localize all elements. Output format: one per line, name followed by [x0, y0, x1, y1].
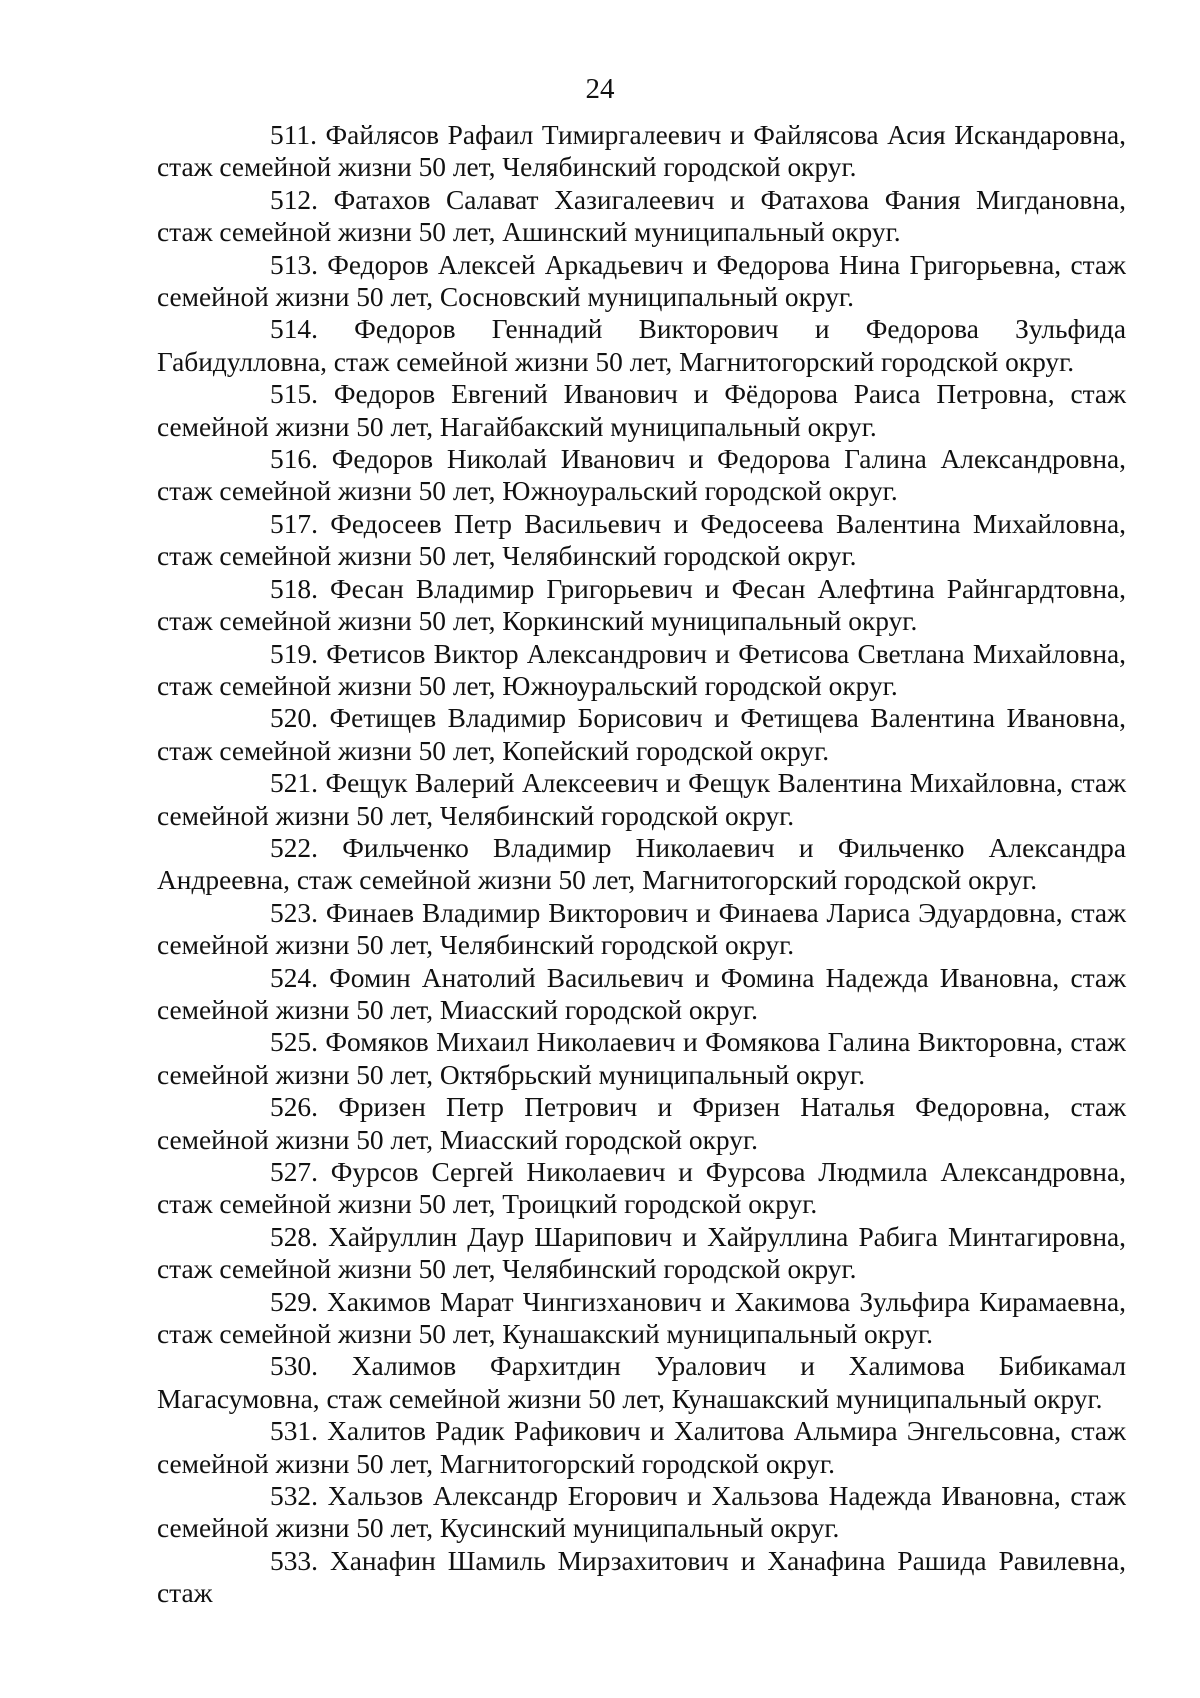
entry-text: Фурсов Сергей Николаевич и Фурсова Людмила Александровна, стаж семейной жизни 50 лет, Троицкий городской округ.: [157, 1157, 1126, 1220]
entry-text: Федоров Николай Иванович и Федорова Галина Александровна, стаж семейной жизни 50 лет, Южноуральский городской округ.: [157, 444, 1126, 507]
entry-text: Фещук Валерий Алексеевич и Фещук Валентина Михайловна, стаж семейной жизни 50 лет, Челябинский городской округ.: [157, 768, 1126, 831]
entry-number: 524.: [270, 962, 318, 993]
entry-text: Ханафин Шамиль Мирзахитович и Ханафина Рашида Равилевна, стаж: [157, 1545, 1126, 1609]
entry-text: Фесан Владимир Григорьевич и Фесан Алефтина Райнгардтовна, стаж семейной жизни 50 лет, Коркинский муниципальный округ.: [157, 573, 1126, 637]
entry-number: 512.: [270, 184, 318, 215]
entry-text: Финаев Владимир Викторович и Финаева Лариса Эдуардовна, стаж семейной жизни 50 лет, Челябинский городской округ.: [157, 897, 1126, 961]
entry-text: Хайруллин Даур Шарипович и Хайруллина Рабига Минтагировна, стаж семейной жизни 50 лет, Челябинский городской округ.: [157, 1221, 1126, 1285]
entry-number: 515.: [270, 379, 318, 410]
entry-number: 532.: [270, 1481, 318, 1512]
list-item: [157, 119, 1126, 184]
list-item: [157, 1156, 1126, 1221]
entry-text: Фильченко Владимир Николаевич и Фильченко Александра Андреевна, стаж семейной жизни 50 лет, Магнитогорский городской округ.: [157, 832, 1126, 896]
list-item: [157, 767, 1126, 832]
entry-number: 518.: [270, 573, 318, 604]
entry-text: Хакимов Марат Чингизханович и Хакимова Зульфира Кирамаевна, стаж семейной жизни 50 лет, Кунашакский муниципальный округ.: [157, 1286, 1126, 1350]
list-item: [157, 249, 1126, 314]
entry-number: 519.: [270, 638, 318, 669]
entry-text: Фризен Петр Петрович и Фризен Наталья Федоровна, стаж семейной жизни 50 лет, Миасский городской округ.: [157, 1092, 1126, 1155]
entry-number: 528.: [270, 1221, 318, 1252]
list-item: [157, 378, 1126, 443]
entry-text: Фетисов Виктор Александрович и Фетисова Светлана Михайловна, стаж семейной жизни 50 лет, Южноуральский городской округ.: [157, 638, 1126, 701]
list-item: [157, 1091, 1126, 1156]
list-item: [157, 1545, 1126, 1610]
list-item: [157, 832, 1126, 897]
entry-text: Фомин Анатолий Васильевич и Фомина Надежда Ивановна, стаж семейной жизни 50 лет, Миасский городской округ.: [157, 962, 1127, 1025]
entry-text: Халитов Радик Рафикович и Халитова Альмира Энгельсовна, стаж семейной жизни 50 лет, Магнитогорский городской округ.: [157, 1416, 1126, 1479]
list-item: [157, 508, 1126, 573]
entry-text: Фатахов Салават Хазигалеевич и Фатахова Фания Мигдановна, стаж семейной жизни 50 лет, Ашинский муниципальный округ.: [157, 184, 1126, 248]
entry-number: 525.: [270, 1027, 318, 1058]
entry-number: 511.: [270, 120, 317, 150]
list-item: [157, 443, 1126, 508]
list-item: [157, 962, 1126, 1027]
entry-number: 531.: [270, 1416, 318, 1447]
entry-number: 520.: [270, 703, 318, 734]
list-item: [157, 897, 1126, 962]
entry-text: Федоров Геннадий Викторович и Федорова Зульфида Габидулловна, стаж семейной жизни 50 лет, Магнитогорский городской округ.: [157, 314, 1126, 377]
entry-number: 522.: [270, 832, 318, 863]
entry-number: 530.: [270, 1351, 318, 1382]
entry-text: Халимов Фархитдин Уралович и Халимова Бибикамал Магасумовна, стаж семейной жизни 50 лет, Кунашакский муниципальный округ.: [157, 1351, 1126, 1414]
entry-text: Хальзов Александр Егорович и Хальзова Надежда Ивановна, стаж семейной жизни 50 лет, Кусинский муниципальный округ.: [157, 1481, 1126, 1544]
entry-text: Фомяков Михаил Николаевич и Фомякова Галина Викторовна, стаж семейной жизни 50 лет, Октябрьский муниципальный округ.: [157, 1027, 1126, 1090]
list-item: [157, 1221, 1126, 1286]
entry-number: 516.: [270, 444, 318, 475]
entry-number: 521.: [270, 768, 318, 799]
list-item: [157, 313, 1126, 378]
entry-text: Федоров Алексей Аркадьевич и Федорова Нина Григорьевна, стаж семейной жизни 50 лет, Сосновский муниципальный округ.: [157, 249, 1126, 313]
entry-text: Федосеев Петр Васильевич и Федосеева Валентина Михайловна, стаж семейной жизни 50 лет, Челябинский городской округ.: [157, 508, 1126, 572]
entry-list: [157, 119, 1126, 1610]
entry-text: Фетищев Владимир Борисович и Фетищева Валентина Ивановна, стаж семейной жизни 50 лет, Копейский городской округ.: [157, 703, 1126, 766]
entry-number: 523.: [270, 897, 318, 928]
list-item: [157, 1026, 1126, 1091]
entry-text: Федоров Евгений Иванович и Фёдорова Раиса Петровна, стаж семейной жизни 50 лет, Нагайбакский муниципальный округ.: [157, 379, 1126, 442]
list-item: [157, 1415, 1126, 1480]
entry-number: 514.: [270, 314, 318, 345]
list-item: [157, 1350, 1126, 1415]
entry-number: 533.: [270, 1545, 318, 1576]
list-item: [157, 184, 1126, 249]
list-item: [157, 702, 1126, 767]
list-item: [157, 573, 1126, 638]
list-item: [157, 1480, 1126, 1545]
entry-number: 527.: [270, 1157, 318, 1187]
entry-number: 529.: [270, 1286, 318, 1317]
list-item: [157, 638, 1126, 703]
page-number: 24: [585, 73, 615, 105]
entry-text: Файлясов Рафаил Тимиргалеевич и Файлясова Асия Искандаровна, стаж семейной жизни 50 лет, Челябинский городской округ.: [157, 120, 1126, 183]
entry-number: 513.: [270, 249, 318, 280]
entry-number: 526.: [270, 1092, 318, 1123]
list-item: [157, 1286, 1126, 1351]
entry-number: 517.: [270, 508, 318, 539]
